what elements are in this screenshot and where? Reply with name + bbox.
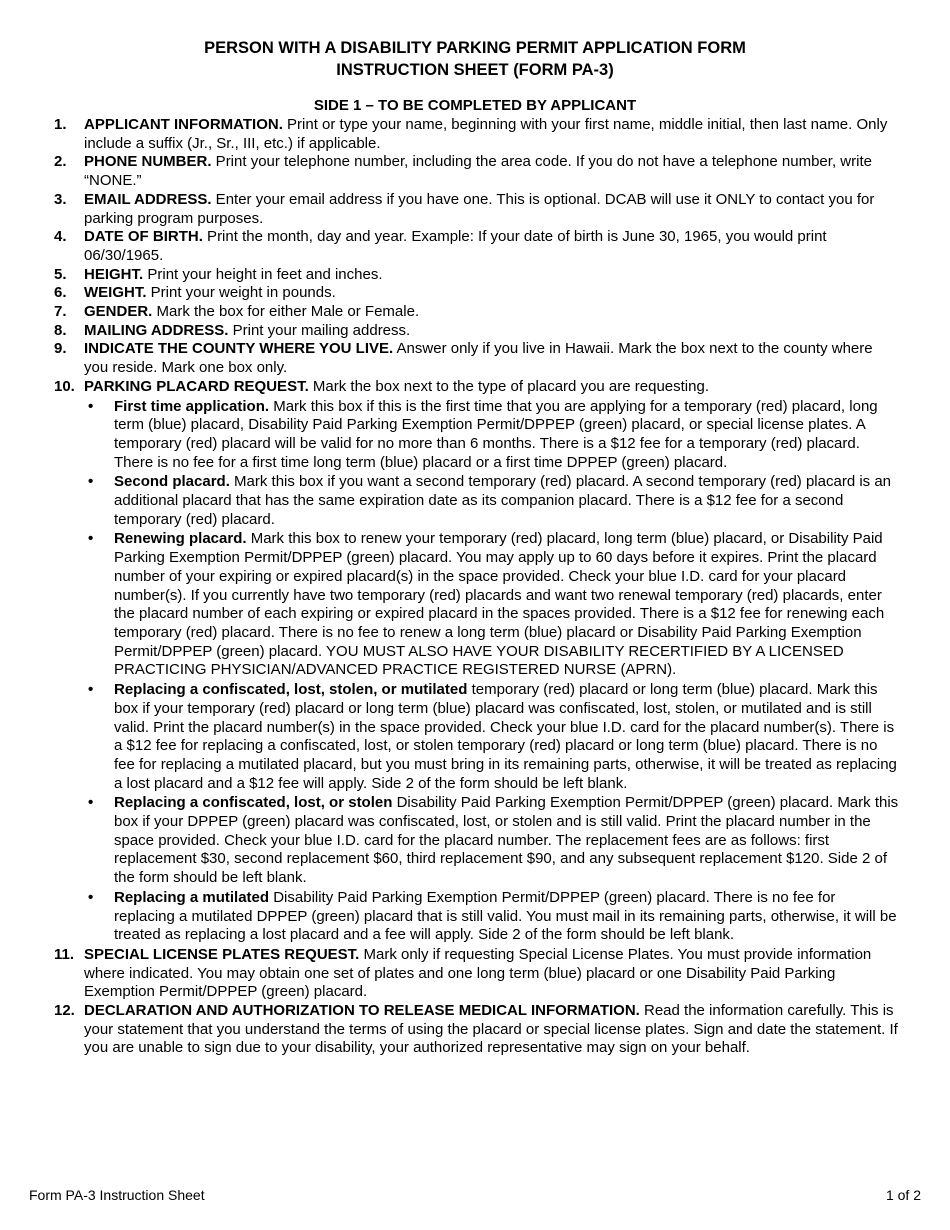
instruction-item [54,266,899,285]
section-title: SIDE 1 – TO BE COMPLETED BY APPLICANT [313,97,637,114]
item-title: SPECIAL LICENSE PLATES REQUEST. [84,945,360,963]
item-title: PARKING PLACARD REQUEST. [84,377,309,395]
item-text: Print the month, day and year. Example: If your date of birth is June 30, 1965, you would print 06/30/1965. [84,228,827,264]
item-title: APPLICANT INFORMATION. [84,116,283,133]
bullet-point: • [88,530,94,548]
item-title: WEIGHT. [84,284,147,302]
option-text: Disability Paid Parking Exemption Permit/DPPEP (green) placard. There is no fee for replacing a mutilated DPPEP (green) placard that is still valid. You must mail in its remaining parts, otherwise, it will be treated as replacing a lost placard and a fee will apply. Side 2 of the form should be left blank. [114,888,897,944]
item-text: Mark the box next to the type of placard you are requesting. [308,377,709,395]
placard-option [84,473,899,529]
item-text: Print your weight in pounds. [146,284,336,302]
placard-option [84,398,899,473]
item-number: 10. [54,377,75,395]
instruction-item [54,378,899,945]
bullet-point: • [88,681,94,699]
item-title: EMAIL ADDRESS. [84,190,212,208]
instruction-list [54,116,899,1058]
option-text: Mark this box if you want a second temporary (red) placard. A second temporary (red) placard is an additional placard that has the same expiration date as its companion placard. There is a $12 fee for a second temporary (red) placard. [114,473,892,528]
bullet-point: • [88,473,94,491]
bullet-point: • [88,794,94,812]
item-number: 3. [54,190,67,208]
placard-option [84,794,899,888]
instruction-item [54,340,899,377]
instruction-item [54,228,899,265]
item-number: 6. [54,284,67,302]
placard-option [84,681,899,793]
item-number: 5. [54,265,67,283]
instruction-item [54,1002,899,1058]
item-text: Print your telephone number, including the area code. If you do not have a telephone number, write “NONE.” [84,153,872,190]
item-title: INDICATE THE COUNTY WHERE YOU LIVE. [84,340,394,358]
item-number: 12. [54,1002,75,1020]
item-number: 8. [54,321,67,339]
item-title: MAILING ADDRESS. [84,321,229,339]
item-text: Mark the box for either Male or Female. [152,303,420,321]
instruction-item [54,284,899,303]
option-title: Replacing a mutilated [114,888,270,906]
placard-options-list [84,398,899,945]
item-number: 11. [54,945,75,963]
placard-option [84,889,899,945]
item-number: 7. [54,303,67,321]
bullet-point: • [88,397,94,415]
instruction-item [54,116,899,153]
item-text: Enter your email address if you have one. This is optional. DCAB will use it ONLY to contact you for parking program purposes. [84,190,875,227]
item-text: Mark only if requesting Special License Plates. You must provide information where indicated. You may obtain one set of plates and one long term (blue) placard or one Disability Paid Parking Exemption Permit/DPPEP (green) placard. [84,945,872,1001]
item-text: Read the information carefully. This is your statement that you understand the terms of using the placard or special license plates. Sign and date the statement. If you are unable to sign due to your disability, your authorized representative may sign on your behalf. [84,1002,898,1057]
item-text: Print your mailing address. [228,321,411,339]
item-number: 2. [54,153,67,171]
option-text: Disability Paid Parking Exemption Permit/DPPEP (green) placard. Mark this box if your DPPEP (green) placard was confiscated, lost, or stolen and is still valid. Print the placard number in the space provided. Check your blue I.D. card for the placard number. The replacement fees are as follows: first replacement $30, second replacement $60, third replacement $90, and any subsequent replacement $120. Side 2 of the form should be left blank. [114,794,899,887]
instruction-item [54,946,899,1002]
document-title: PERSON WITH A DISABILITY PARKING PERMIT APPLICATION FORM [204,39,746,57]
footer-form-name: Form PA-3 Instruction Sheet [29,1187,205,1203]
option-text: temporary (red) placard or long term (blue) placard. Mark this box if your temporary (red) placard or long term (blue) placard was confiscated, lost, stolen, or mutilated and is still valid. Print the placard number(s) in the space provided. Check your blue I.D. card for the placard number(s). There is a $12 fee for replacing a confiscated, lost, or stolen temporary (red) placard or long term (blue) placard. There is no fee for replacing a mutilated placard, but you must bring in its remaining parts, otherwise, it will be treated as replacing a lost placard and a $12 fee will apply. Side 2 of the form should be left blank. [114,681,897,792]
item-text: Answer only if you live in Hawaii. Mark the box next to the county where you reside. Mark one box only. [84,340,873,377]
document-subtitle: INSTRUCTION SHEET (FORM PA-3) [336,61,614,79]
instruction-item [54,322,899,341]
item-title: GENDER. [84,303,153,321]
option-text: Mark this box if this is the first time that you are applying for a temporary (red) placard, long term (blue) placard, Disability Paid Parking Exemption Permit/DPPEP (green) placard, or special license plates. A temporary (red) placard will be valid for no more than 6 months. There is a $12 fee for a temporary (red) placard. There is no fee for a first time long term (blue) placard or a first time DPPEP (green) placard. [114,397,878,471]
option-title: Renewing placard. [114,530,247,548]
option-title: Replacing a confiscated, lost, or stolen [114,794,393,812]
item-number: 9. [54,340,67,358]
option-text: Mark this box to renew your temporary (red) placard, long term (blue) placard, or Disability Paid Parking Exemption Permit/DPPEP (green) placard. You may apply up to 60 days before it expires. Print the placard number of your expiring or expired placard(s) in the space provided. Check your blue I.D. card for your placard number(s). If you currently have two temporary (red) placards and want two renewal temporary (red) placards, enter the placard number of each expiring or expired placard in the spaces provided. There is a $12 fee for renewing each temporary (red) placard. There is no fee to renew a long term (blue) placard or Disability Paid Parking Exemption Permit/DPPEP (green) placard. YOU MUST ALSO HAVE YOUR DISABILITY RECERTIFIED BY A LICENSED PRACTICING PHYSICIAN/ADVANCED PRACTICE REGISTERED NURSE (APRN). [114,530,885,679]
item-title: DATE OF BIRTH. [84,228,203,246]
instruction-item [54,303,899,322]
option-title: Replacing a confiscated, lost, stolen, or mutilated [114,681,468,699]
placard-option [84,530,899,680]
item-number: 4. [54,228,67,246]
item-text: Print or type your name, beginning with your first name, middle initial, then last name. Only include a suffix (Jr., Sr., III, etc.) if applicable. [84,116,888,152]
item-number: 1. [54,116,67,133]
instruction-item [54,191,899,228]
item-text: Print your height in feet and inches. [143,265,383,283]
item-title: DECLARATION AND AUTHORIZATION TO RELEASE MEDICAL INFORMATION. [84,1002,640,1020]
item-title: HEIGHT. [84,265,144,283]
instruction-item [54,153,899,190]
footer-page-number: 1 of 2 [885,1187,921,1203]
option-title: Second placard. [114,473,230,491]
item-title: PHONE NUMBER. [84,153,212,171]
bullet-point: • [88,888,94,906]
option-title: First time application. [114,397,270,415]
